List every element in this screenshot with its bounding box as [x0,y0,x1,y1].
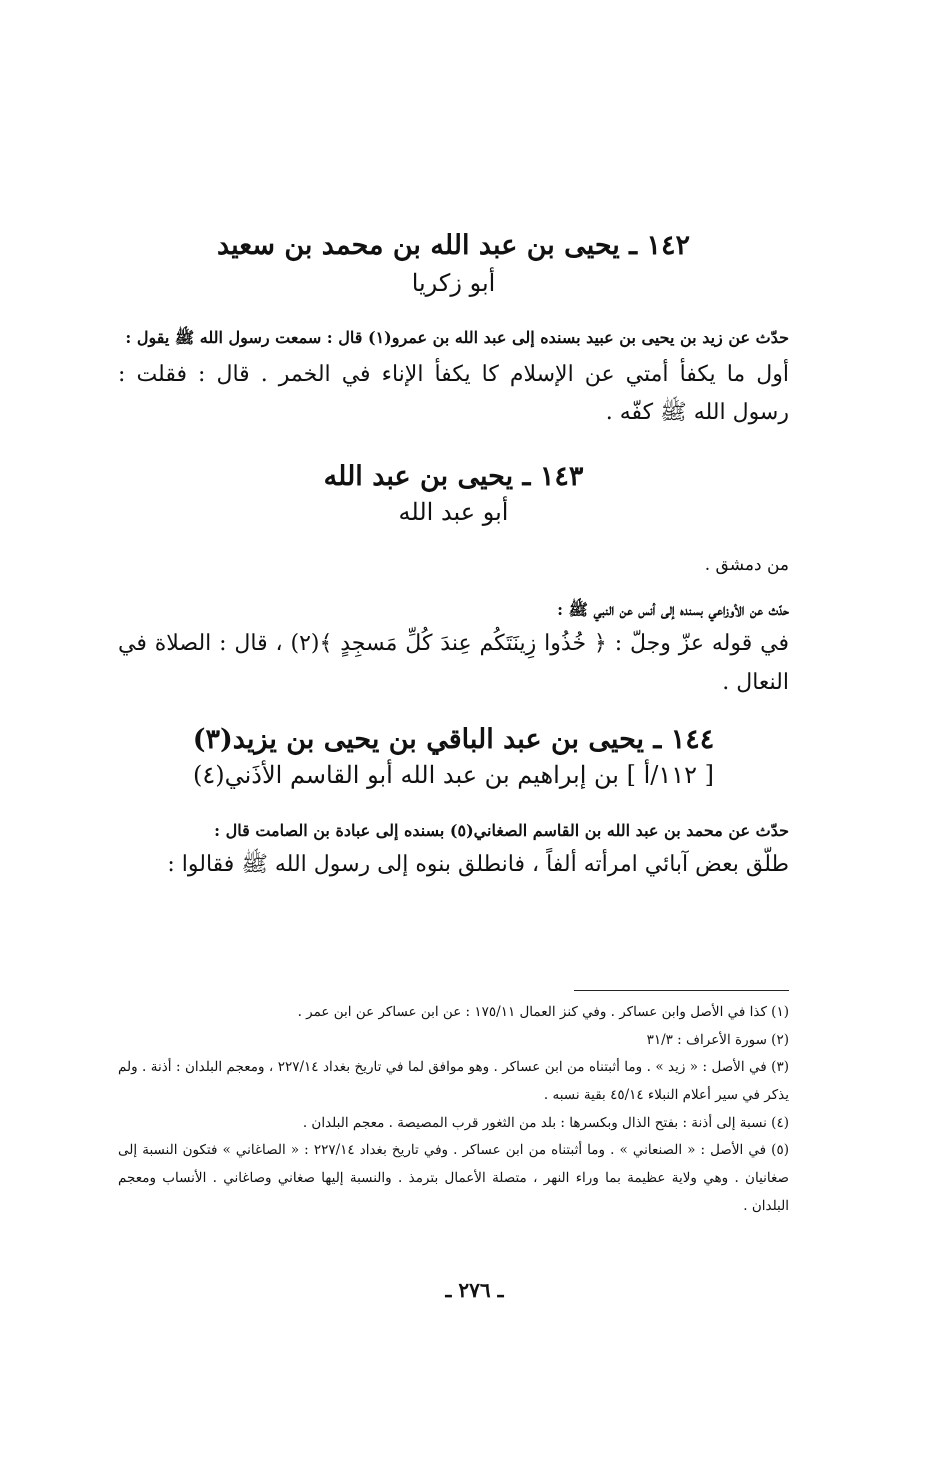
footnote-divider [574,990,789,991]
entry-144 [118,702,789,884]
entry-143 [118,433,789,702]
entry-isnad: حدّث عن الأوزاعي بسنده إلى أنس عن النبي ﷺ : [557,599,789,619]
entry-142 [118,0,789,433]
footnote-4: (٤) نسبة إلى أذنة : بفتح الذال وبكسرها : بلد من الثغور قرب المصيصة . معجم البلدان . [302,1114,789,1131]
entry-isnad: حدّث عن محمد بن عبد الله بن القاسم الصغاني(٥) بسنده إلى عبادة بن الصامت قال : [214,820,789,840]
entry-kunya: أبو عبد الله [398,497,509,526]
entry-heading: ١٤٢ ـ يحيى بن عبد الله بن محمد بن سعيد [216,230,691,261]
page-number: ـ ٢٧٦ ـ [445,1278,504,1302]
entry-heading: ١٤٤ ـ يحيى بن عبد الباقي بن يحيى بن يزيد(٣) [192,724,715,756]
entry-kunya: [ ١١٢/أ ] بن إبراهيم بن عبد الله أبو القاسم الأذَني(٤) [192,761,715,790]
entry-text: طلّق بعض آبائي امرأته ألفاً ، فانطلق بنوه إلى رسول الله ﷺ فقالوا : [167,852,789,878]
entry-text: أول ما يكفأ أمتي عن الإسلام كا يكفأ الإناء في الخمر . قال : فقلت : رسول الله ﷺ كفّه . [118,361,789,426]
entry-kunya: أبو زكريا [411,269,496,298]
entry-heading: ١٤٣ ـ يحيى بن عبد الله [323,460,584,492]
footnote-1: (١) كذا في الأصل وابن عساكر . وفي كنز العمال ١٧٥/١١ : عن ابن عساكر عن ابن عمر . [297,1004,789,1020]
footnotes [118,990,789,1220]
footnote-3: (٣) في الأصل : « زيد » . وما أثبتناه من ابن عساكر . وهو موافق لما في تاريخ بغداد ٢٢٧/١٤ ، ومعجم البلدان : أذنة . ولم يذكر في سير أعلام النبلاء ٤٥/١٤ بقية نسبه . [118,1059,789,1104]
entry-text: في قوله عزّ وجلّ : ﴿ خُذُوا زِينَتَكُم عِندَ كُلِّ مَسجِدٍ ﴾(٢) ، قال : الصلاة في النعال . [118,631,789,695]
footnote-2: (٢) سورة الأعراف : ٣١/٣ [646,1031,789,1048]
footnote-5: (٥) في الأصل : « الصنعاني » . وما أثبتناه من ابن عساكر . وفي تاريخ بغداد ٢٢٧/١٤ : « الصاغاني » فتكون النسبة إلى صغانيان . وهي ولاية عظيمة بما وراء النهر ، متصلة الأعمال بترمذ . والنسبة إليها صغاني وصاغاني . الأنساب ومعجم البلدان . [118,1142,789,1214]
entry-origin: من دمشق . [704,555,789,576]
entry-isnad: حدّث عن زيد بن يحيى بن عبيد بسنده إلى عبد الله بن عمرو(١) قال : سمعت رسول الله ﷺ يقول : [125,328,789,348]
